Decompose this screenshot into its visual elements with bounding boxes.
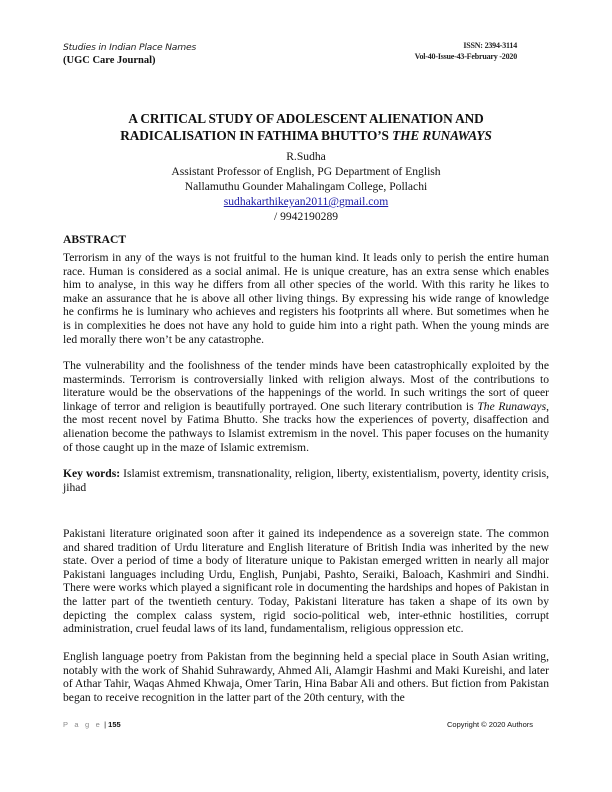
page-number: 155	[108, 720, 121, 729]
abstract-text-2	[63, 359, 549, 454]
paper-title	[63, 110, 549, 144]
journal-header	[63, 42, 283, 68]
body-text-1: Pakistani literature originated soon after it gained its independence as a sovereign state. The common and shared tradition of Urdu literature and English literature of British India was inherited by the new state. Over a period of time a body of literature unique to Pakistan emerged written in nearly all major Pakistani languages including Urdu, English, Punjabi, Pashto, Seraiki, Baloach, Kashmiri and Sindhi. There were works which played a significant role in documenting the hardships and hopes of Pakistan in the latter part of the twentieth century. Today, Pakistani literature has taken a shape of its own by depicting the complex calass system, rigid socio-political web, inter-ethnic hostilities, corrupt administration, cruel feudal laws of its land, fundamentalism, religious oppression etc.	[63, 527, 549, 636]
issue-info	[415, 40, 517, 62]
volume-issue: Vol-40-Issue-43-February -2020	[414, 52, 517, 61]
abstract-heading: ABSTRACT	[63, 233, 127, 246]
title-line-2	[63, 127, 549, 144]
page-label: P a g e	[63, 720, 103, 729]
author-institution: Nallamuthu Gounder Mahalingam College, Pollachi	[184, 180, 428, 193]
journal-tag: (UGC Care Journal)	[63, 55, 156, 66]
abstract-text-2a: The vulnerability and the foolishness of the tender minds have been catastrophically exploited by the masterminds. Terrorism is controversially linked with religion always. Most of the contributions to literature would be the observations of the happenings of the world. In such writings the sort of queer linkage of terror and religion is beautifully portrayed. One such literary contribution is	[63, 359, 549, 413]
abstract-paragraph-1	[63, 251, 549, 346]
journal-name: Studies in Indian Place Names	[63, 42, 197, 53]
author-contact	[63, 194, 549, 224]
body-paragraph-2	[63, 650, 549, 704]
keywords	[63, 467, 549, 494]
page-footer-number	[63, 720, 121, 729]
author-name: R.Sudha	[286, 150, 326, 163]
author-position: Assistant Professor of English, PG Department of English	[171, 165, 441, 178]
body-text-2: English language poetry from Pakistan from the beginning held a special place in South Asian writing, notably with the work of Shahid Suhrawardy, Ahmed Ali, Alamgir Hashmi and Maki Kureishi, and later of Athar Tahir, Waqas Ahmed Khwaja, Omer Tarin, Hina Babar Ali and others. But fiction from Pakistan began to receive recognition in the latter part of the 20th century, with the	[63, 650, 549, 704]
author-info	[63, 149, 549, 224]
copyright-notice: Copyright © 2020 Authors	[447, 720, 533, 729]
page-separator: |	[102, 720, 109, 729]
author-phone: / 9942190289	[273, 210, 339, 223]
novel-title-reference: The Runaways	[477, 399, 547, 413]
title-line-2-text: RADICALISATION IN FATHIMA BHUTTO’S	[120, 128, 393, 143]
abstract-text-1: Terrorism in any of the ways is not fruitful to the human kind. It leads only to perish the entire human race. Human is considered as a social animal. He is unique creature, has an extra sense which enables him to analyse, in this way he differs from all other species of the world. With this rarity he likes to make an assurance that he is above all other living things. By expressing his wide range of knowledge he confirms he is luminary who achieves and registers his footprints all where. But sometimes when he is in complexities he does not have any hold to guide him into a right path. When the young minds are led morally there won’t be any catastrophe.	[63, 251, 549, 346]
keywords-label: Key words:	[63, 467, 121, 480]
keywords-list: Islamist extremism, transnationality, religion, liberty, existentialism, poverty, identity crisis, jihad	[63, 467, 549, 494]
issn: ISSN: 2394-3114	[463, 41, 517, 50]
author-email-link[interactable]: sudhakarthikeyan2011@gmail.com	[223, 195, 389, 208]
title-novel-name: THE RUNAWAYS	[392, 128, 492, 143]
abstract-paragraph-2	[63, 359, 549, 454]
body-paragraph-1	[63, 527, 549, 636]
title-line-1: A CRITICAL STUDY OF ADOLESCENT ALIENATION AND	[128, 111, 484, 126]
abstract-text-2b: , the most recent novel by Fatima Bhutto. She tracks how the experiences of poverty, disaffection and alienation become the pathways to Islamist extremism in the novel. This paper focuses on the humanity of those caught up in the maze of Islamic extremism.	[63, 399, 549, 454]
